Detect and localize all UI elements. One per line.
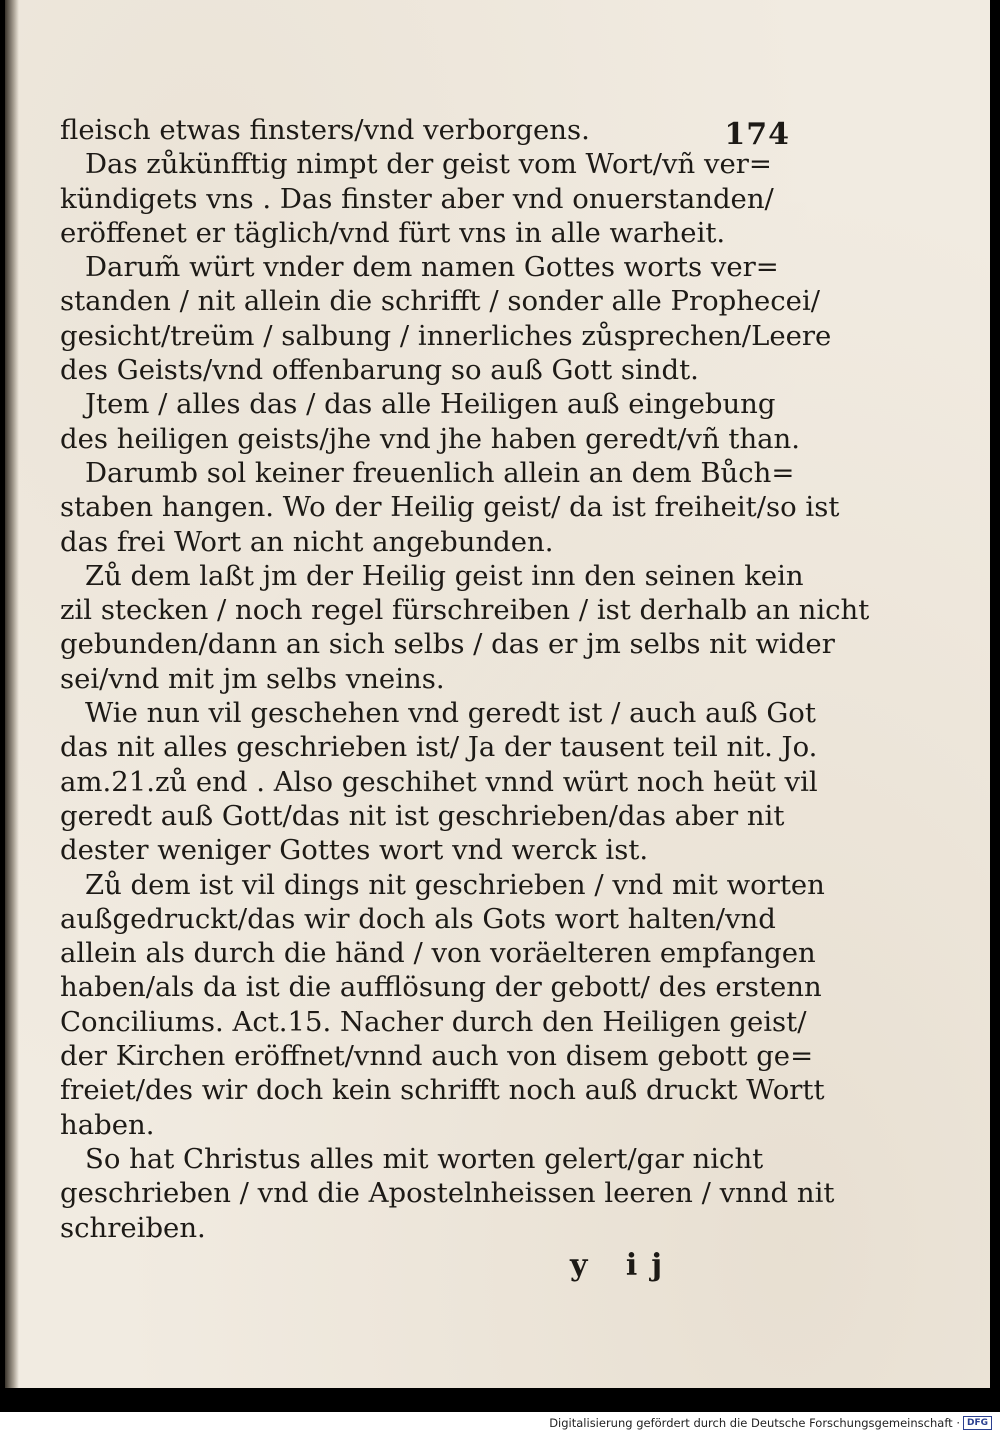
text-line: das frei Wort an nicht angebunden. xyxy=(60,525,554,558)
footer-credit: Digitalisierung gefördert durch die Deutsche Forschungsgemeinschaft · xyxy=(549,1416,960,1430)
text-line: So hat Christus alles mit worten gelert/gar nicht xyxy=(85,1142,764,1175)
signature-mark: y ij xyxy=(570,1248,677,1283)
text-line: kündigets vns . Das finster aber vnd onuerstanden/ xyxy=(60,182,774,215)
page-gutter xyxy=(5,0,19,1388)
text-line: geschrieben / vnd die Apostelnheissen leeren / vnnd nit xyxy=(60,1177,835,1210)
text-line: zil stecken / noch regel fürschreiben / ist derhalb an nicht xyxy=(60,594,870,627)
text-line: Conciliums. Act.15. Nacher durch den Heiligen geist/ xyxy=(60,1005,807,1038)
text-line: Zů dem ist vil dings nit geschrieben / vnd mit worten xyxy=(85,868,825,901)
text-line: fleisch etwas finsters/vnd verborgens. xyxy=(60,114,590,146)
text-line: haben. xyxy=(60,1108,155,1141)
text-line: des heiligen geists/jhe vnd jhe haben geredt/vñ than. xyxy=(60,422,801,455)
text-line: sei/vnd mit jm selbs vneins. xyxy=(60,662,445,695)
footer-bar xyxy=(0,1412,1000,1434)
text-line: Zů dem laßt jm der Heilig geist inn den seinen kein xyxy=(85,559,804,592)
text-line: haben/als da ist die aufflösung der gebott/ des erstenn xyxy=(60,971,822,1004)
text-line: staben hangen. Wo der Heilig geist/ da ist freiheit/so ist xyxy=(60,491,840,524)
text-line: am.21.zů end . Also geschihet vnnd würt noch heüt vil xyxy=(60,765,818,798)
text-line: Wie nun vil geschehen vnd geredt ist / auch auß Got xyxy=(85,697,816,730)
text-line: allein als durch die händ / von voräelteren empfangen xyxy=(60,937,816,970)
text-line: schreiben. xyxy=(60,1211,206,1244)
text-line: Jtem / alles das / das alle Heiligen auß eingebung xyxy=(85,388,776,421)
text-line: gesicht/treüm / salbung / innerliches zůsprechen/Leere xyxy=(60,319,832,352)
text-line: eröffenet er täglich/vnd fürt vns in alle warheit. xyxy=(60,216,726,249)
text-line: Das zůkünfftig nimpt der geist vom Wort/vñ ver= xyxy=(85,148,772,181)
text-line: gebunden/dann an sich selbs / das er jm selbs nit wider xyxy=(60,628,835,661)
book-page xyxy=(5,0,990,1388)
text-line: standen / nit allein die schrifft / sonder alle Prophecei/ xyxy=(60,285,821,318)
text-line: außgedruckt/das wir doch als Gots wort halten/vnd xyxy=(60,902,776,935)
dfg-logo: DFG xyxy=(963,1416,992,1430)
text-line: dester weniger Gottes wort vnd werck ist. xyxy=(60,834,649,867)
text-line: des Geists/vnd offenbarung so auß Gott sindt. xyxy=(60,354,699,387)
text-line: geredt auß Gott/das nit ist geschrieben/das aber nit xyxy=(60,799,785,832)
text-line: Darum̃ würt vnder dem namen Gottes worts ver= xyxy=(85,251,779,284)
text-line: Darumb sol keiner freuenlich allein an dem Bůch= xyxy=(85,456,795,489)
page-number: 174 xyxy=(724,117,790,152)
text-line: freiet/des wir doch kein schrifft noch auß druckt Wortt xyxy=(60,1074,825,1107)
text-line: der Kirchen eröffnet/vnnd auch von disem gebott ge= xyxy=(60,1040,814,1073)
text-line: das nit alles geschrieben ist/ Ja der tausent teil nit. Jo. xyxy=(60,731,818,764)
